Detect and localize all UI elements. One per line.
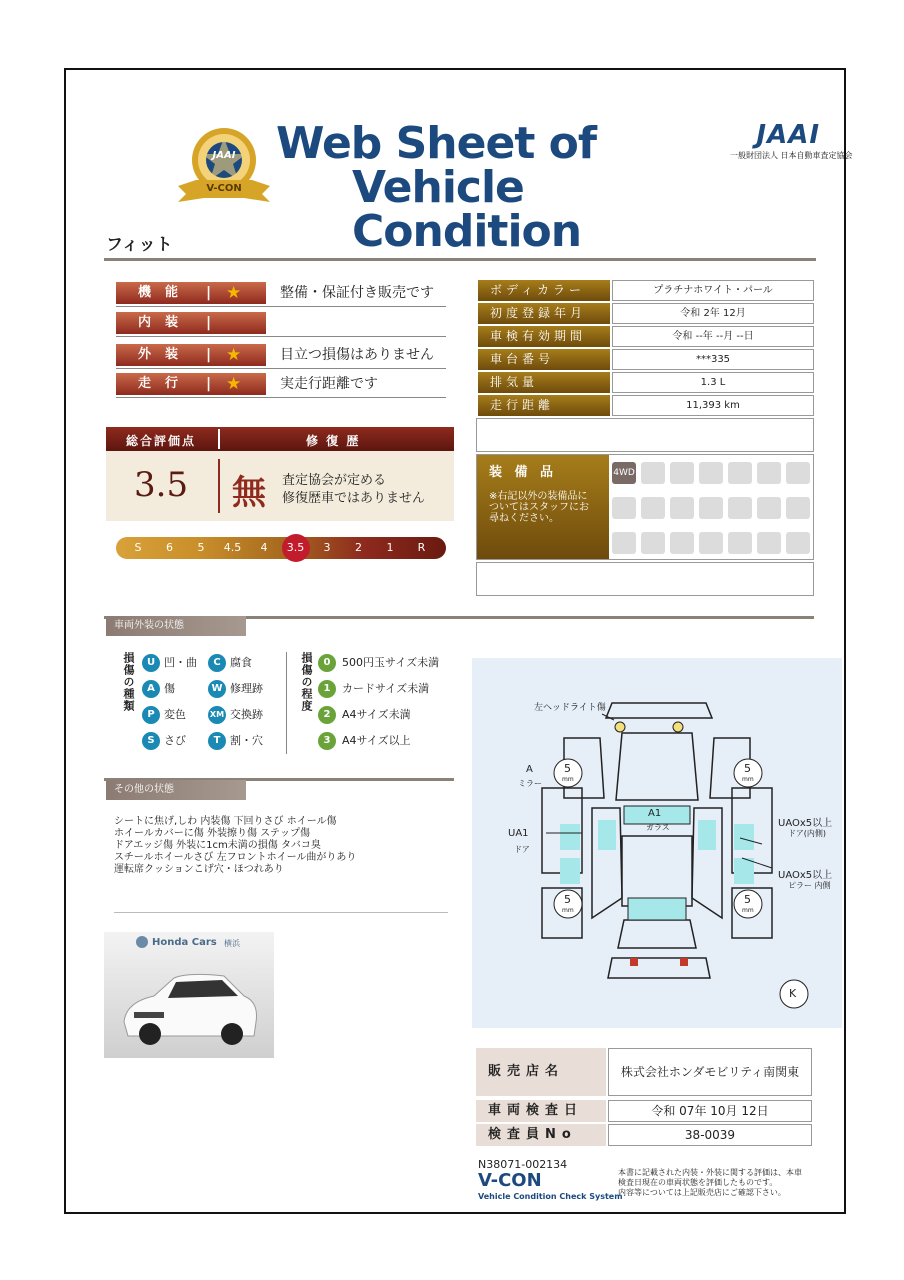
vcon-logo: V-CON [478, 1170, 542, 1191]
scale-item: S [134, 541, 142, 554]
equipment-item-label: 4WD [613, 468, 635, 478]
honda-logo-icon [136, 936, 148, 948]
damage-degree-code-icon: 3 [318, 732, 336, 750]
damage-type-label: 変色 [164, 708, 186, 721]
grade-row-interior [116, 312, 446, 336]
vcon-badge-logo [174, 124, 274, 210]
jaai-logo-mark: JAAI [756, 120, 820, 150]
car-photo [104, 932, 274, 1058]
label-a1: A1 [648, 808, 662, 819]
label-mm-fr: mm [742, 776, 754, 783]
label-door: ドア [514, 845, 530, 854]
spec-label: 排気量 [478, 372, 610, 393]
damage-degree-heading: 損傷の程度 [300, 652, 313, 712]
dealer-brand: Honda Cars [152, 937, 217, 948]
spec-label: 車台番号 [478, 349, 610, 370]
damage-type-heading: 損傷の種類 [122, 652, 135, 712]
spec-value: 令和 --年 --月 --日 [612, 326, 814, 347]
grade-separator: | [206, 376, 212, 392]
vcon-subtitle: Vehicle Condition Check System [478, 1192, 623, 1201]
damage-type-label: さび [164, 734, 186, 747]
dealer-branch: 横浜 [224, 939, 240, 948]
spec-value: 11,393 km [612, 395, 814, 416]
inspector-label: 検査員No [476, 1124, 606, 1146]
damage-degree-label: A4サイズ未満 [342, 708, 411, 721]
grade-label: 外装 [116, 344, 266, 366]
damage-degree-label: カードサイズ未満 [342, 682, 430, 695]
equipment-box [476, 454, 814, 560]
grade-text: 整備・保証付き販売です [280, 285, 434, 301]
damage-degree-code-icon: 0 [318, 654, 336, 672]
car-name: フィット [106, 235, 173, 255]
score-header-divider [218, 429, 220, 449]
equipment-slot [728, 497, 752, 519]
other-line: スチールホイールさび 左フロントホイール曲がりあり [114, 852, 357, 863]
title-divider [104, 258, 816, 261]
label-mm-rl: mm [562, 907, 574, 914]
label-five-rr: 5 [744, 893, 751, 906]
label-five-fl: 5 [564, 762, 571, 775]
jaai-subtitle: 一般財団法人 日本自動車査定協会 [730, 151, 853, 160]
equipment-label-panel [477, 455, 609, 559]
damage-type-code-icon: W [208, 680, 226, 698]
grade-underline [116, 397, 446, 398]
damage-type-code-icon: P [142, 706, 160, 724]
scale-item: 6 [166, 541, 173, 554]
inspector-value: 38-0039 [608, 1124, 812, 1146]
equipment-slot [670, 462, 694, 484]
scale-item: 3 [323, 541, 331, 554]
damage-type-code-icon: A [142, 680, 160, 698]
scale-item: R [417, 541, 426, 554]
label-ua1: UA1 [508, 828, 529, 839]
grade-underline [116, 336, 446, 337]
damage-type-code-icon: S [142, 732, 160, 750]
score-box [106, 451, 454, 521]
grade-text: 実走行距離です [280, 376, 378, 392]
repair-text-1: 査定協会が定める [282, 473, 387, 488]
spec-label: 走行距離 [478, 395, 610, 416]
title-line-1: Web Sheet of [276, 118, 597, 169]
label-mm-rr: mm [742, 907, 754, 914]
equipment-item-4wd [612, 462, 636, 484]
other-condition-text [114, 816, 356, 876]
grade-underline [116, 368, 446, 369]
shop-label: 販売店名 [476, 1048, 606, 1096]
grade-label: 走行 [116, 373, 266, 395]
legend-divider [286, 652, 287, 754]
notice-line: 内容等については上記販売店にご確認下さい。 [618, 1188, 786, 1197]
badge-logo-text: JAAI [212, 150, 236, 161]
badge-ribbon-text: V-CON [206, 183, 242, 194]
equipment-slot [670, 497, 694, 519]
label-k: K [789, 987, 797, 1000]
scale-item-selected: 3.5 [282, 534, 310, 562]
damage-degree-code-icon: 1 [318, 680, 336, 698]
equipment-slot [757, 462, 781, 484]
vehicle-outline [472, 658, 842, 1028]
spec-blank-box [476, 418, 814, 452]
equipment-slot [786, 462, 810, 484]
grade-text: 目立つ損傷はありません [280, 347, 434, 363]
grade-separator: | [206, 285, 212, 301]
equipment-slot [786, 532, 810, 554]
scale-item: 5 [197, 541, 205, 554]
grade-row-exterior [116, 344, 446, 368]
equipment-slot [641, 497, 665, 519]
grade-label: 機能 [116, 282, 266, 304]
damage-type-code-icon: XM [208, 706, 226, 724]
label-mm-fl: mm [562, 776, 574, 783]
damage-type-label: 腐食 [230, 656, 252, 669]
equipment-slot [699, 532, 723, 554]
scale-item: 4 [260, 541, 268, 554]
star-icon: ★ [226, 283, 242, 303]
scale-item: 4.5 [223, 541, 242, 554]
label-mirror: ミラー [518, 779, 542, 788]
equipment-slot [699, 497, 723, 519]
damage-degree-label: A4サイズ以上 [342, 734, 411, 747]
grade-separator: | [206, 347, 212, 363]
damage-type-label: 傷 [164, 682, 175, 695]
other-line: シートに焦げ,しわ 内装傷 下回りさび ホイール傷 [114, 816, 337, 827]
equipment-note: ※右記以外の装備品についてはスタッフにお尋ねください。 [489, 491, 589, 524]
grade-label: 内装 [116, 312, 266, 334]
spec-value: 1.3 L [612, 372, 814, 393]
equipment-slot [757, 532, 781, 554]
label-glass: ガラス [646, 823, 670, 832]
other-line: 運転席クッションこげ穴・ほつれあり [114, 864, 284, 875]
star-icon: ★ [226, 374, 242, 394]
other-section-title: その他の状態 [106, 780, 246, 800]
equipment-slot [757, 497, 781, 519]
scale-item: 1 [386, 541, 394, 554]
equipment-slot [641, 462, 665, 484]
vehicle-condition-sheet [64, 68, 853, 1214]
exterior-section-title: 車両外装の状態 [106, 616, 246, 636]
title-line-2: Vehicle Condition [352, 162, 582, 257]
label-headlight: 左ヘッドライト傷 [534, 703, 606, 713]
sheet-code: N38071-002134 [478, 1158, 568, 1171]
inspection-date-value: 令和 07年 10月 12日 [608, 1100, 812, 1122]
notice-line: 検査日現在の車両状態を評価したものです。 [618, 1178, 778, 1187]
spec-value: ***335 [612, 349, 814, 370]
jaai-logo [730, 120, 853, 161]
score-box-divider [218, 459, 220, 513]
damage-degree-label: 500円玉サイズ未満 [342, 656, 440, 669]
damage-type-label: 凹・曲 [164, 656, 197, 669]
other-line: ドアエッジ傷 外装に1cm未満の損傷 タバコ臭 [114, 840, 321, 851]
equipment-slot [612, 497, 636, 519]
car-silhouette-icon [114, 960, 264, 1050]
equipment-slot [728, 532, 752, 554]
equipment-slot [728, 462, 752, 484]
score-header-right: 修 復 歴 [306, 434, 361, 448]
spec-label: 車検有効期間 [478, 326, 610, 347]
damage-type-label: 修理跡 [230, 682, 263, 695]
star-icon: ★ [226, 345, 242, 365]
label-uaox5-2: UAOx5以上 [778, 870, 833, 881]
label-five-fr: 5 [744, 762, 751, 775]
damage-type-code-icon: T [208, 732, 226, 750]
equipment-slot [641, 532, 665, 554]
damage-diagram [472, 658, 842, 1028]
label-pillar-inner: ピラー 内側 [788, 881, 831, 890]
equipment-slot [786, 497, 810, 519]
label-door-inner: ドア(内側) [788, 829, 827, 838]
grade-row-function [116, 282, 446, 306]
other-line: ホイールカバーに傷 外装擦り傷 ステップ傷 [114, 828, 310, 839]
total-score: 3.5 [134, 465, 189, 505]
label-a-mirror: A [526, 764, 533, 775]
equipment-slot [670, 532, 694, 554]
spec-value: 令和 2年 12月 [612, 303, 814, 324]
label-uaox5-1: UAOx5以上 [778, 818, 833, 829]
equipment-slot [699, 462, 723, 484]
scale-item: 2 [355, 541, 362, 554]
damage-type-code-icon: C [208, 654, 226, 672]
grade-row-mileage [116, 373, 446, 397]
repair-mark: 無 [232, 473, 266, 513]
damage-type-code-icon: U [142, 654, 160, 672]
grade-separator: | [206, 315, 212, 331]
damage-degree-code-icon: 2 [318, 706, 336, 724]
shop-value: 株式会社ホンダモビリティ南関東 [608, 1048, 812, 1096]
spec-label: 初度登録年月 [478, 303, 610, 324]
spec-label: ボディカラー [478, 280, 610, 301]
notice-line: 本書に記載された内装・外装に関する評価は、本車 [618, 1168, 802, 1177]
footer-notice [618, 1168, 802, 1198]
repair-text-2: 修復歴車ではありません [282, 491, 426, 506]
inspection-date-label: 車両検査日 [476, 1100, 606, 1122]
equipment-blank-box [476, 562, 814, 596]
spec-value: プラチナホワイト・パール [612, 280, 814, 301]
label-five-rl: 5 [564, 893, 571, 906]
equipment-slot [612, 532, 636, 554]
other-divider [114, 912, 448, 913]
score-header [106, 427, 454, 451]
damage-type-label: 交換跡 [230, 708, 263, 721]
damage-type-label: 割・穴 [230, 734, 263, 747]
score-header-left: 総合評価点 [126, 434, 197, 448]
equipment-label: 装 備 品 [489, 465, 558, 480]
grade-underline [116, 306, 446, 307]
